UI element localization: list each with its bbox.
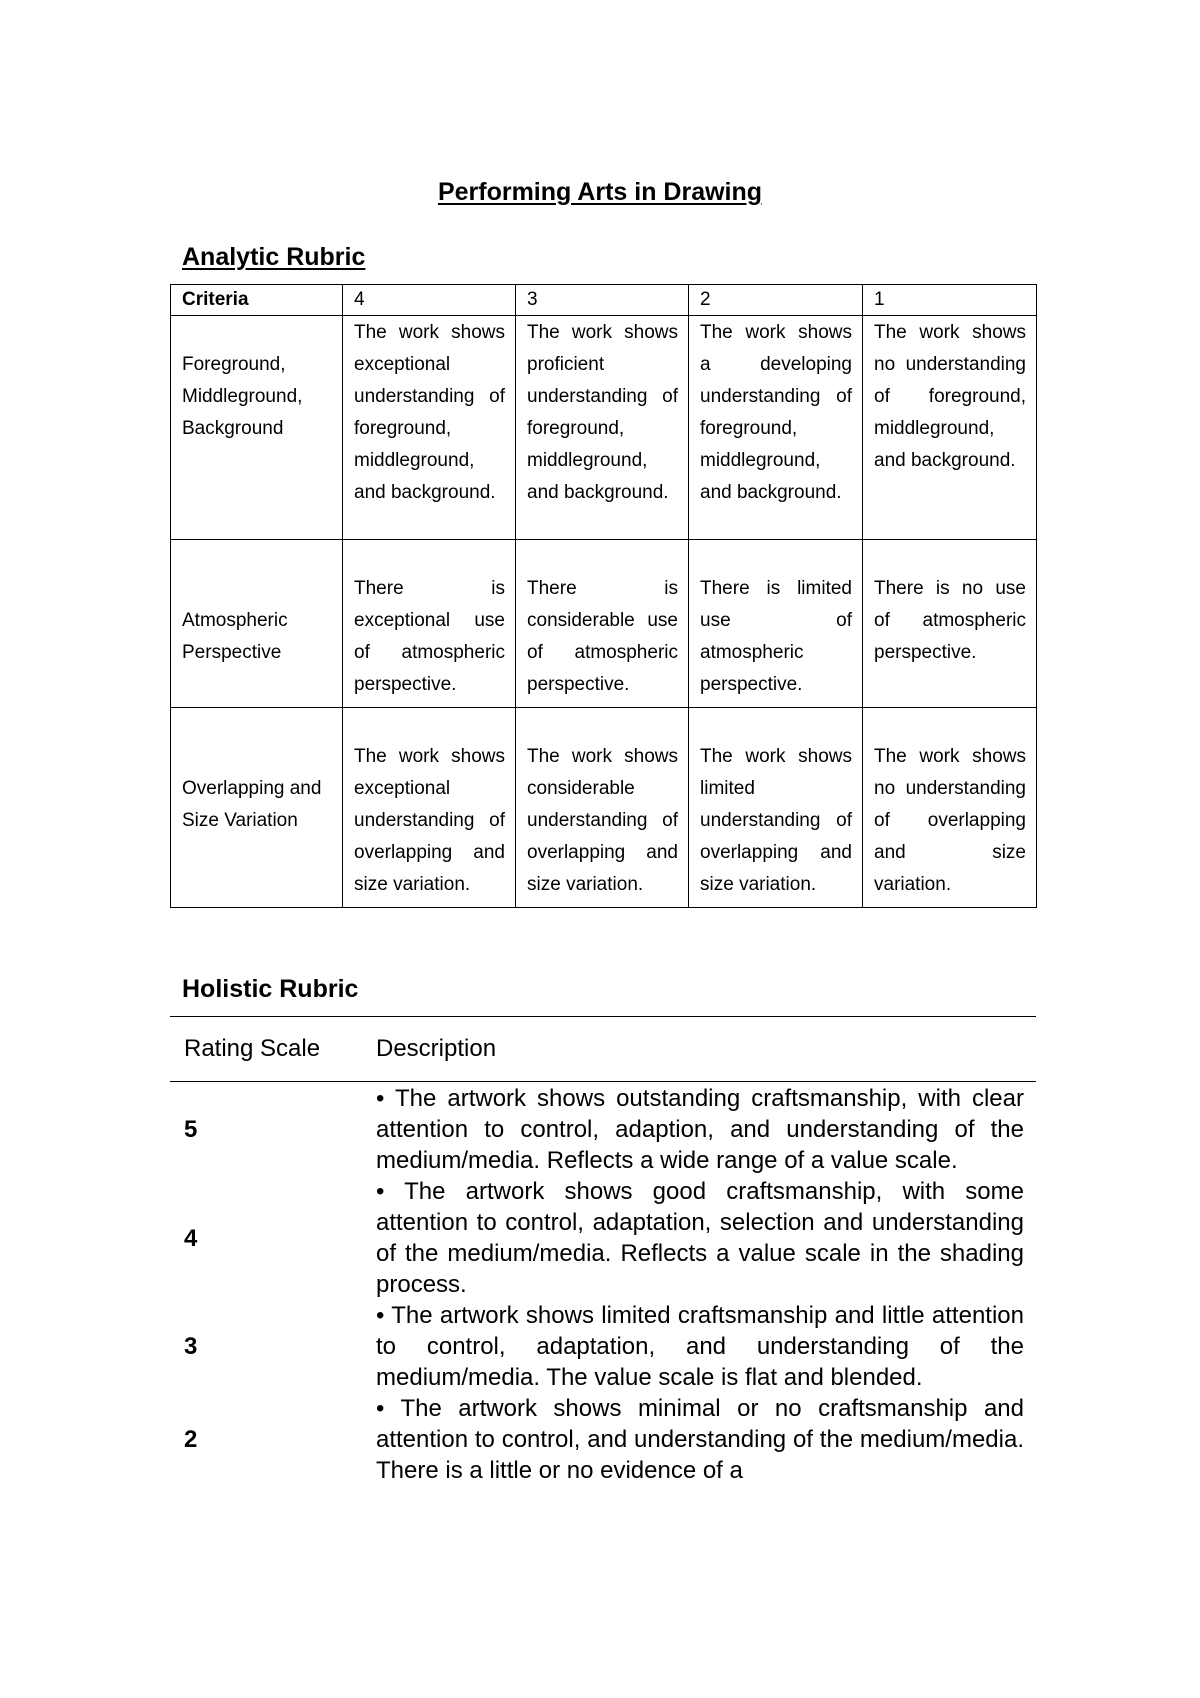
rating-description: • The artwork shows limited craftsmanship and little attention to control, adaptation, and understanding of the medium/media. The value scale is flat and blended. [376,1302,1024,1391]
rating-description: • The artwork shows good craftsmanship, with some attention to control, adaptation, selection and understanding of the medium/media. Reflects a value scale in the shading process. [376,1178,1024,1298]
holistic-row [170,1300,1036,1393]
rating-score: 3 [184,1333,198,1360]
criteria-cell [171,316,343,540]
rubric-cell: The work shows no understanding of foreground, middleground, and background. [863,316,1037,540]
rubric-cell [516,708,689,908]
rating-score: 5 [184,1116,198,1143]
rubric-cell [863,540,1037,708]
page-title: Performing Arts in Drawing [437,178,763,206]
holistic-header-row [170,1017,1036,1081]
table-row [171,540,1037,708]
criteria-label: Atmospheric Perspective [182,610,288,663]
holistic-rubric-table [170,1016,1036,1486]
holistic-row [170,1083,1036,1176]
holistic-row [170,1393,1036,1486]
rubric-cell: The work shows a developing understanding of foreground, middleground, and background. [689,316,863,540]
rubric-text: The work shows limited understanding of overlapping and size variation. [700,746,852,895]
rubric-text: The work shows considerable understanding of overlapping and size variation. [527,746,678,895]
rubric-cell: The work shows proficient understanding of foreground, middleground, and background. [516,316,689,540]
analytic-rubric-heading: Analytic Rubric [182,243,366,271]
rubric-cell [863,708,1037,908]
rating-score: 4 [184,1224,198,1252]
rubric-text: The work shows exceptional understanding of overlapping and size variation. [354,746,505,895]
column-header-criteria: Criteria [171,285,343,316]
rubric-cell [343,708,516,908]
table-row [171,708,1037,908]
rubric-text: There is no use of atmospheric perspective. [874,578,1026,663]
rating-description: • The artwork shows outstanding craftsmanship, with clear attention to control, adaption, and understanding of the medium/media. Reflects a wide range of a value scale. [376,1085,1024,1174]
rating-description: • The artwork shows minimal or no craftsmanship and attention to control, and understanding of the medium/media. There is a little or no evidence of a [376,1395,1024,1484]
criteria-label: Overlapping and Size Variation [182,778,322,831]
rubric-text: There is considerable use of atmospheric perspective. [527,578,678,695]
column-header-score-1: 1 [863,285,1037,316]
table-row [171,316,1037,540]
column-header-score-2: 2 [689,285,863,316]
column-header-score-3: 3 [516,285,689,316]
rubric-cell [689,540,863,708]
holistic-row [170,1176,1036,1300]
rubric-cell [343,540,516,708]
rubric-text: The work shows no understanding of overlapping and size variation. [874,746,1026,895]
rating-score: 2 [184,1426,198,1453]
analytic-rubric-table [170,284,1037,908]
column-header-score-4: 4 [343,285,516,316]
column-header-description: Description [376,1035,497,1062]
rubric-text: There is limited use of atmospheric perspective. [700,578,852,695]
table-header-row [171,285,1037,316]
column-header-rating-scale: Rating Scale [184,1035,321,1062]
criteria-label: Foreground, Middleground, Background [182,354,303,439]
rubric-cell: The work shows exceptional understanding of foreground, middleground, and background. [343,316,516,540]
criteria-cell [171,708,343,908]
rubric-cell [689,708,863,908]
holistic-rubric-heading: Holistic Rubric [182,975,359,1003]
rubric-text: There is exceptional use of atmospheric perspective. [354,578,505,695]
rubric-cell [516,540,689,708]
criteria-cell [171,540,343,708]
